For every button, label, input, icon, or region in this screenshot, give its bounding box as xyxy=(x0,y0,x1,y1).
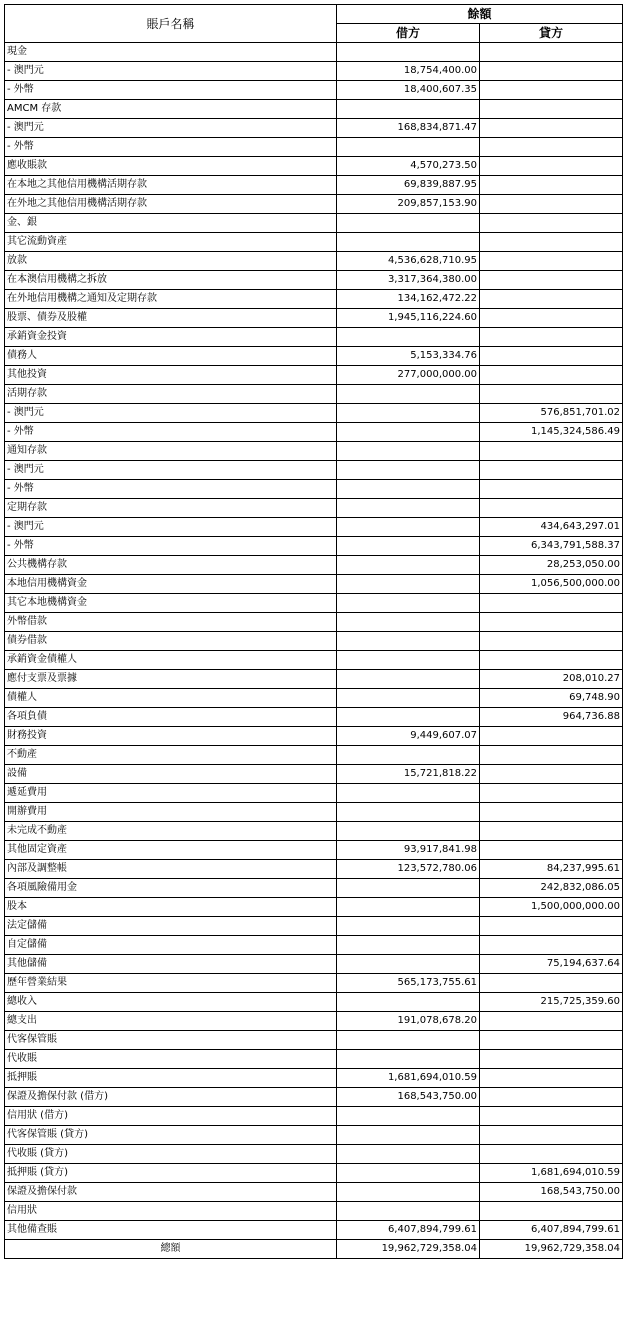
credit-cell xyxy=(480,632,623,651)
debit-cell xyxy=(337,233,480,252)
account-name-cell: - 澳門元 xyxy=(5,119,337,138)
credit-cell xyxy=(480,385,623,404)
account-name-cell: - 外幣 xyxy=(5,423,337,442)
account-name-cell: 保證及擔保付款 xyxy=(5,1183,337,1202)
debit-cell xyxy=(337,632,480,651)
debit-cell xyxy=(337,822,480,841)
credit-cell xyxy=(480,917,623,936)
credit-cell: 84,237,995.61 xyxy=(480,860,623,879)
table-row xyxy=(5,974,623,993)
credit-cell xyxy=(480,594,623,613)
debit-cell xyxy=(337,708,480,727)
debit-cell: 565,173,755.61 xyxy=(337,974,480,993)
account-name-cell: 放款 xyxy=(5,252,337,271)
credit-cell xyxy=(480,1088,623,1107)
account-name-cell: - 澳門元 xyxy=(5,461,337,480)
account-name-cell: 現金 xyxy=(5,43,337,62)
table-row xyxy=(5,993,623,1012)
debit-cell: 4,570,273.50 xyxy=(337,157,480,176)
debit-cell xyxy=(337,746,480,765)
account-name-cell: 公共機構存款 xyxy=(5,556,337,575)
debit-cell xyxy=(337,423,480,442)
account-name-cell: 未完成不動產 xyxy=(5,822,337,841)
debit-cell xyxy=(337,879,480,898)
table-row xyxy=(5,518,623,537)
account-name-cell: 承銷資金投資 xyxy=(5,328,337,347)
credit-cell xyxy=(480,347,623,366)
credit-cell: 69,748.90 xyxy=(480,689,623,708)
account-name-cell: 設備 xyxy=(5,765,337,784)
table-row xyxy=(5,385,623,404)
account-name-cell: - 外幣 xyxy=(5,537,337,556)
table-row xyxy=(5,765,623,784)
credit-cell xyxy=(480,499,623,518)
credit-cell xyxy=(480,290,623,309)
account-name-cell: 在外地之其他信用機構活期存款 xyxy=(5,195,337,214)
credit-cell: 576,851,701.02 xyxy=(480,404,623,423)
table-row xyxy=(5,1221,623,1240)
debit-cell xyxy=(337,404,480,423)
credit-cell xyxy=(480,43,623,62)
account-name-cell: 各項負債 xyxy=(5,708,337,727)
table-row xyxy=(5,1145,623,1164)
table-row xyxy=(5,252,623,271)
debit-cell: 1,945,116,224.60 xyxy=(337,309,480,328)
account-name-cell: 金、銀 xyxy=(5,214,337,233)
account-name-cell: 其它本地機構資金 xyxy=(5,594,337,613)
credit-cell xyxy=(480,613,623,632)
table-row xyxy=(5,499,623,518)
table-row xyxy=(5,214,623,233)
credit-cell xyxy=(480,746,623,765)
credit-cell: 1,056,500,000.00 xyxy=(480,575,623,594)
table-row xyxy=(5,822,623,841)
table-row xyxy=(5,1050,623,1069)
debit-cell xyxy=(337,936,480,955)
credit-cell xyxy=(480,1012,623,1031)
table-row xyxy=(5,157,623,176)
account-name-cell: - 外幣 xyxy=(5,480,337,499)
debit-cell: 15,721,818.22 xyxy=(337,765,480,784)
credit-cell xyxy=(480,1069,623,1088)
credit-cell xyxy=(480,1107,623,1126)
account-name-cell: 其它流動資產 xyxy=(5,233,337,252)
debit-cell xyxy=(337,594,480,613)
account-name-cell: 歷年營業結果 xyxy=(5,974,337,993)
table-row xyxy=(5,290,623,309)
table-row xyxy=(5,860,623,879)
account-name-cell: 本地信用機構資金 xyxy=(5,575,337,594)
table-row xyxy=(5,461,623,480)
debit-cell xyxy=(337,537,480,556)
credit-cell: 1,500,000,000.00 xyxy=(480,898,623,917)
table-row xyxy=(5,195,623,214)
debit-cell: 9,449,607.07 xyxy=(337,727,480,746)
debit-cell xyxy=(337,138,480,157)
debit-cell: 18,754,400.00 xyxy=(337,62,480,81)
credit-cell xyxy=(480,651,623,670)
account-name-cell: 信用狀 xyxy=(5,1202,337,1221)
table-row xyxy=(5,309,623,328)
account-name-cell: AMCM 存款 xyxy=(5,100,337,119)
table-row xyxy=(5,442,623,461)
debit-cell xyxy=(337,784,480,803)
credit-cell xyxy=(480,480,623,499)
credit-cell: 6,343,791,588.37 xyxy=(480,537,623,556)
debit-cell xyxy=(337,955,480,974)
table-row xyxy=(5,347,623,366)
credit-cell xyxy=(480,195,623,214)
account-name-cell: 活期存款 xyxy=(5,385,337,404)
debit-cell xyxy=(337,43,480,62)
debit-cell xyxy=(337,1202,480,1221)
debit-cell: 123,572,780.06 xyxy=(337,860,480,879)
table-row xyxy=(5,43,623,62)
account-name-cell: 代客保管賬 xyxy=(5,1031,337,1050)
debit-cell: 134,162,472.22 xyxy=(337,290,480,309)
credit-cell: 6,407,894,799.61 xyxy=(480,1221,623,1240)
account-name-cell: 其他投資 xyxy=(5,366,337,385)
table-row xyxy=(5,81,623,100)
table-row xyxy=(5,423,623,442)
table-row xyxy=(5,366,623,385)
account-name-cell: 其他備查賬 xyxy=(5,1221,337,1240)
debit-cell: 93,917,841.98 xyxy=(337,841,480,860)
debit-cell xyxy=(337,499,480,518)
balance-sheet-table xyxy=(4,4,623,1259)
credit-cell xyxy=(480,176,623,195)
debit-cell: 168,543,750.00 xyxy=(337,1088,480,1107)
table-row xyxy=(5,575,623,594)
account-name-cell: 代客保管賬 (貸方) xyxy=(5,1126,337,1145)
debit-cell: 209,857,153.90 xyxy=(337,195,480,214)
debit-cell xyxy=(337,100,480,119)
debit-cell xyxy=(337,803,480,822)
table-row xyxy=(5,898,623,917)
total-debit: 19,962,729,358.04 xyxy=(337,1240,480,1259)
table-row xyxy=(5,1031,623,1050)
credit-cell xyxy=(480,366,623,385)
credit-cell xyxy=(480,81,623,100)
account-name-cell: 股票、債券及股權 xyxy=(5,309,337,328)
debit-cell: 6,407,894,799.61 xyxy=(337,1221,480,1240)
account-name-cell: 財務投資 xyxy=(5,727,337,746)
table-row xyxy=(5,689,623,708)
table-row xyxy=(5,594,623,613)
table-row xyxy=(5,176,623,195)
debit-cell: 3,317,364,380.00 xyxy=(337,271,480,290)
account-name-cell: 保證及擔保付款 (借方) xyxy=(5,1088,337,1107)
debit-cell xyxy=(337,442,480,461)
account-name-cell: - 外幣 xyxy=(5,81,337,100)
credit-cell: 242,832,086.05 xyxy=(480,879,623,898)
account-name-cell: 開辦費用 xyxy=(5,803,337,822)
table-row xyxy=(5,556,623,575)
credit-cell: 75,194,637.64 xyxy=(480,955,623,974)
table-row xyxy=(5,233,623,252)
credit-cell xyxy=(480,784,623,803)
account-name-cell: 抵押賬 (貸方) xyxy=(5,1164,337,1183)
account-name-cell: 代收賬 (貸方) xyxy=(5,1145,337,1164)
account-name-cell: 遞延費用 xyxy=(5,784,337,803)
debit-header: 借方 xyxy=(337,24,480,43)
credit-cell xyxy=(480,1031,623,1050)
account-name-cell: 自定儲備 xyxy=(5,936,337,955)
account-name-cell: 債券借款 xyxy=(5,632,337,651)
table-row xyxy=(5,404,623,423)
account-name-cell: 各項風險備用金 xyxy=(5,879,337,898)
debit-cell xyxy=(337,670,480,689)
table-row xyxy=(5,784,623,803)
total-row xyxy=(5,1240,623,1259)
account-name-cell: - 澳門元 xyxy=(5,62,337,81)
credit-cell xyxy=(480,233,623,252)
debit-cell: 168,834,871.47 xyxy=(337,119,480,138)
account-name-cell: 抵押賬 xyxy=(5,1069,337,1088)
debit-cell xyxy=(337,613,480,632)
account-name-cell: - 外幣 xyxy=(5,138,337,157)
header-row-top xyxy=(5,5,623,24)
table-row xyxy=(5,613,623,632)
credit-cell: 964,736.88 xyxy=(480,708,623,727)
table-row xyxy=(5,1183,623,1202)
credit-cell xyxy=(480,442,623,461)
balance-header: 餘額 xyxy=(337,5,623,24)
credit-cell xyxy=(480,157,623,176)
debit-cell xyxy=(337,1031,480,1050)
credit-cell xyxy=(480,936,623,955)
account-name-cell: 在外地信用機構之通知及定期存款 xyxy=(5,290,337,309)
credit-cell xyxy=(480,138,623,157)
ledger-body xyxy=(5,43,623,1240)
account-name-cell: 總支出 xyxy=(5,1012,337,1031)
credit-cell: 208,010.27 xyxy=(480,670,623,689)
account-name-cell: 在本澳信用機構之拆放 xyxy=(5,271,337,290)
debit-cell xyxy=(337,1145,480,1164)
account-name-cell: 應收賬款 xyxy=(5,157,337,176)
table-row xyxy=(5,62,623,81)
table-row xyxy=(5,119,623,138)
credit-header: 貸方 xyxy=(480,24,623,43)
credit-cell: 168,543,750.00 xyxy=(480,1183,623,1202)
debit-cell xyxy=(337,689,480,708)
table-row xyxy=(5,480,623,499)
debit-cell: 277,000,000.00 xyxy=(337,366,480,385)
total-label: 總額 xyxy=(5,1240,337,1259)
account-name-cell: 其他儲備 xyxy=(5,955,337,974)
credit-cell: 434,643,297.01 xyxy=(480,518,623,537)
debit-cell xyxy=(337,1050,480,1069)
table-row xyxy=(5,936,623,955)
account-name-cell: 外幣借款 xyxy=(5,613,337,632)
table-row xyxy=(5,328,623,347)
debit-cell xyxy=(337,993,480,1012)
debit-cell: 1,681,694,010.59 xyxy=(337,1069,480,1088)
table-row xyxy=(5,708,623,727)
credit-cell xyxy=(480,252,623,271)
debit-cell xyxy=(337,1107,480,1126)
account-name-cell: 總收入 xyxy=(5,993,337,1012)
debit-cell xyxy=(337,651,480,670)
table-row xyxy=(5,138,623,157)
account-name-cell: 其他固定資產 xyxy=(5,841,337,860)
table-row xyxy=(5,1107,623,1126)
table-row xyxy=(5,1126,623,1145)
credit-cell xyxy=(480,803,623,822)
table-row xyxy=(5,651,623,670)
credit-cell xyxy=(480,765,623,784)
credit-cell xyxy=(480,461,623,480)
account-name-cell: 在本地之其他信用機構活期存款 xyxy=(5,176,337,195)
account-name-header: 賬戶名稱 xyxy=(5,5,337,43)
debit-cell xyxy=(337,575,480,594)
credit-cell xyxy=(480,727,623,746)
account-name-cell: - 澳門元 xyxy=(5,404,337,423)
account-name-cell: 通知存款 xyxy=(5,442,337,461)
table-row xyxy=(5,841,623,860)
table-row xyxy=(5,746,623,765)
debit-cell xyxy=(337,1164,480,1183)
table-row xyxy=(5,632,623,651)
credit-cell xyxy=(480,974,623,993)
account-name-cell: 內部及調整帳 xyxy=(5,860,337,879)
debit-cell: 69,839,887.95 xyxy=(337,176,480,195)
credit-cell xyxy=(480,1145,623,1164)
debit-cell xyxy=(337,917,480,936)
table-row xyxy=(5,537,623,556)
credit-cell xyxy=(480,119,623,138)
credit-cell xyxy=(480,1202,623,1221)
table-row xyxy=(5,1202,623,1221)
debit-cell xyxy=(337,1183,480,1202)
debit-cell xyxy=(337,480,480,499)
table-row xyxy=(5,271,623,290)
debit-cell xyxy=(337,385,480,404)
account-name-cell: 法定儲備 xyxy=(5,917,337,936)
table-row xyxy=(5,917,623,936)
debit-cell: 5,153,334.76 xyxy=(337,347,480,366)
credit-cell xyxy=(480,328,623,347)
debit-cell xyxy=(337,328,480,347)
debit-cell xyxy=(337,898,480,917)
credit-cell xyxy=(480,1050,623,1069)
account-name-cell: 股本 xyxy=(5,898,337,917)
credit-cell xyxy=(480,62,623,81)
credit-cell: 215,725,359.60 xyxy=(480,993,623,1012)
table-row xyxy=(5,100,623,119)
account-name-cell: 代收賬 xyxy=(5,1050,337,1069)
debit-cell xyxy=(337,214,480,233)
table-row xyxy=(5,1164,623,1183)
account-name-cell: 應付支票及票據 xyxy=(5,670,337,689)
credit-cell xyxy=(480,100,623,119)
account-name-cell: 信用狀 (借方) xyxy=(5,1107,337,1126)
credit-cell: 1,145,324,586.49 xyxy=(480,423,623,442)
table-row xyxy=(5,1088,623,1107)
account-name-cell: 債權人 xyxy=(5,689,337,708)
credit-cell xyxy=(480,1126,623,1145)
total-credit: 19,962,729,358.04 xyxy=(480,1240,623,1259)
debit-cell: 191,078,678.20 xyxy=(337,1012,480,1031)
table-row xyxy=(5,727,623,746)
table-row xyxy=(5,879,623,898)
table-row xyxy=(5,670,623,689)
credit-cell xyxy=(480,214,623,233)
account-name-cell: - 澳門元 xyxy=(5,518,337,537)
debit-cell: 18,400,607.35 xyxy=(337,81,480,100)
table-row xyxy=(5,955,623,974)
account-name-cell: 承銷資金債權人 xyxy=(5,651,337,670)
account-name-cell: 債務人 xyxy=(5,347,337,366)
debit-cell: 4,536,628,710.95 xyxy=(337,252,480,271)
credit-cell xyxy=(480,841,623,860)
credit-cell: 28,253,050.00 xyxy=(480,556,623,575)
account-name-cell: 定期存款 xyxy=(5,499,337,518)
credit-cell xyxy=(480,822,623,841)
debit-cell xyxy=(337,1126,480,1145)
debit-cell xyxy=(337,518,480,537)
credit-cell: 1,681,694,010.59 xyxy=(480,1164,623,1183)
table-row xyxy=(5,1069,623,1088)
account-name-cell: 不動產 xyxy=(5,746,337,765)
debit-cell xyxy=(337,556,480,575)
table-row xyxy=(5,803,623,822)
table-row xyxy=(5,1012,623,1031)
credit-cell xyxy=(480,271,623,290)
credit-cell xyxy=(480,309,623,328)
debit-cell xyxy=(337,461,480,480)
